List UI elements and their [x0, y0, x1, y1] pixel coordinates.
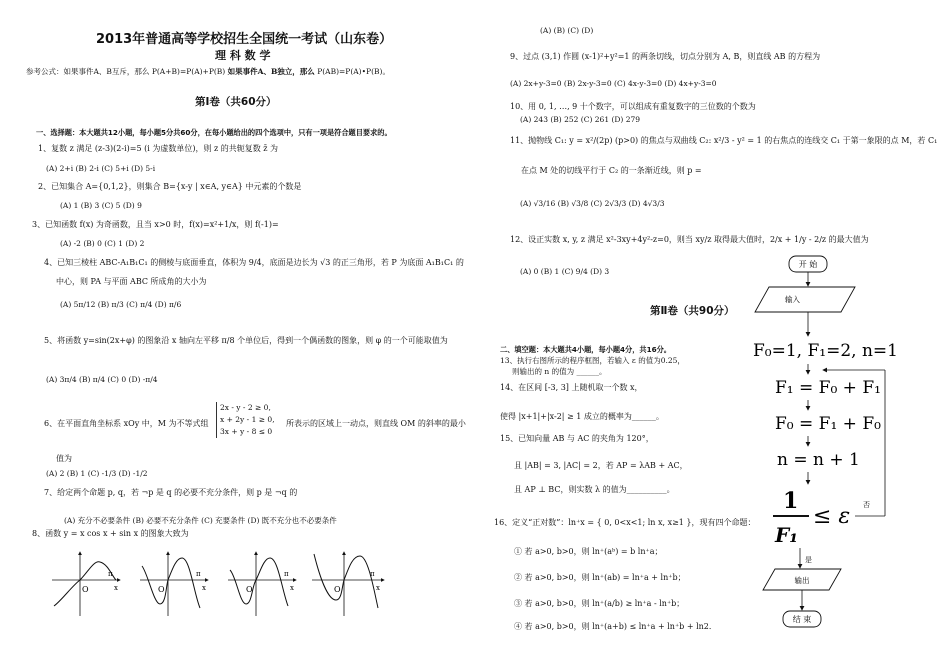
- flow-cond-relation: ≤ ε: [813, 504, 851, 529]
- paper-subtitle: 理 科 数 学: [215, 49, 271, 62]
- question-2: 2、已知集合 A={0,1,2}，则集合 B={x-y | x∈A, y∈A} 中元素的个数是: [38, 182, 302, 191]
- graph-c: [228, 552, 296, 616]
- fill-header: 二、填空题：本大题共4小题，每小题4分，共16分。: [500, 345, 671, 354]
- section-2-title: 第Ⅱ卷（共90分）: [650, 305, 735, 317]
- question-16-item3: ③ 若 a>0, b>0，则 ln⁺(a/b) ≥ ln⁺a - ln⁺b；: [514, 599, 685, 608]
- question-14-line2: 使得 |x+1|+|x-2| ≥ 1 成立的概率为______。: [500, 412, 664, 421]
- flow-no-label: 否: [863, 501, 870, 509]
- question-5-options: (A) 3π/4 (B) π/4 (C) 0 (D) -π/4: [46, 375, 158, 384]
- graph-c-x: x: [290, 584, 294, 592]
- question-6-options: (A) 2 (B) 1 (C) -1/3 (D) -1/2: [46, 469, 148, 478]
- inequality-1: 2x - y - 2 ≥ 0,: [220, 403, 271, 412]
- question-1-options: (A) 2+i (B) 2-i (C) 5+i (D) 5-i: [46, 164, 156, 173]
- question-8-options: (A) (B) (C) (D): [540, 26, 594, 35]
- question-7-options: (A) 充分不必要条件 (B) 必要不充分条件 (C) 充要条件 (D) 既不充分也不必要条件: [64, 516, 337, 525]
- flow-start-label: 开 始: [798, 260, 818, 269]
- flow-init: F₀=1, F₁=2, n=1: [753, 341, 898, 361]
- graph-a-x: x: [114, 584, 118, 592]
- inequality-system: [216, 402, 275, 438]
- inequality-3: 3x + y - 8 ≤ 0: [220, 427, 273, 436]
- question-16-item4: ④ 若 a>0, b>0，则 ln⁺(a+b) ≤ ln⁺a + ln⁺b + ln2．: [514, 622, 717, 631]
- question-10: 10、用 0, 1, …, 9 十个数字，可以组成有重复数字的三位数的个数为: [510, 102, 756, 111]
- graph-a: [52, 552, 120, 616]
- question-16-head: 16、定义“正对数”：ln⁺x = { 0, 0<x<1; ln x, x≥1 }，现有四个命题：: [494, 518, 756, 527]
- question-6-line2: 所表示的区域上一动点，则直线 OM 的斜率的最小: [286, 419, 466, 428]
- question-15-line1: 15、已知向量 AB 与 AC 的夹角为 120°，: [500, 434, 654, 443]
- question-15-line2: 且 |AB| = 3, |AC| = 2，若 AP = λAB + AC，: [514, 461, 688, 470]
- graph-b-x: x: [202, 584, 206, 592]
- formula-prefix: 参考公式：如果事件A、B互斥，那么: [26, 67, 150, 76]
- graph-a-pi: π: [108, 570, 113, 578]
- question-9: 9、过点 (3,1) 作圆 (x-1)²+y²=1 的两条切线，切点分别为 A, B，则直线 AB 的方程为: [510, 52, 821, 61]
- graph-d-pi: π: [370, 570, 375, 578]
- question-16-item2: ② 若 a>0, b>0，则 ln⁺(ab) = ln⁺a + ln⁺b；: [514, 573, 686, 582]
- question-11-line1: 11、抛物线 C₁: y = x²/(2p) (p>0) 的焦点与双曲线 C₂: x²/3 - y² = 1 的右焦点的连线交 C₁ 于第一象限的点 M，若 C₁: [510, 136, 938, 145]
- flow-output-label: 输出: [794, 576, 810, 585]
- flow-input-node: [755, 287, 855, 312]
- question-13-line1: 13、执行右图所示的程序框图，若输入 ε 的值为0.25，: [500, 356, 685, 365]
- paper-title: 2013年普通高等学校招生全国统一考试（山东卷）: [96, 32, 393, 47]
- graph-b: [140, 552, 208, 616]
- question-12: 12、设正实数 x, y, z 满足 x²-3xy+4y²-z=0，则当 xy/z 取得最大值时，2/x + 1/y - 2/z 的最大值为: [510, 235, 869, 244]
- question-6-line3: 值为: [56, 454, 72, 463]
- graph-c-origin: O: [246, 585, 253, 594]
- flow-cond-numerator: 1: [783, 488, 799, 514]
- question-3-options: (A) -2 (B) 0 (C) 1 (D) 2: [60, 239, 145, 248]
- question-14-line1: 14、在区间 [-3, 3] 上随机取一个数 x，: [500, 383, 643, 392]
- flow-end-label: 结 束: [792, 615, 812, 624]
- graph-a-origin: O: [82, 585, 89, 594]
- question-15-line3: 且 AP ⊥ BC，则实数 λ 的值为__________。: [514, 485, 675, 494]
- graph-b-pi: π: [196, 570, 201, 578]
- question-11-line2: 在点 M 处的切线平行于 C₂ 的一条渐近线，则 p =: [521, 166, 702, 175]
- question-10-options: (A) 243 (B) 252 (C) 261 (D) 279: [520, 115, 641, 124]
- flowchart: [745, 250, 945, 640]
- question-4-options: (A) 5π/12 (B) π/3 (C) π/4 (D) π/6: [60, 300, 182, 309]
- question-11-options: (A) √3/16 (B) √3/8 (C) 2√3/3 (D) 4√3/3: [520, 199, 665, 208]
- question-5: 5、将函数 y=sin(2x+φ) 的图象沿 x 轴向左平移 π/8 个单位后，得到一个偶函数的图象，则 φ 的一个可能取值为: [44, 336, 448, 345]
- question-4-line2: 中心，则 PA 与平面 ABC 所成角的大小为: [56, 277, 207, 286]
- question-8: 8、函数 y = x cos x + sin x 的图象大致为: [32, 529, 189, 538]
- question-13-line2: 则输出的 n 的值为 ______。: [512, 367, 607, 376]
- flow-step3: n = n + 1: [777, 450, 860, 470]
- flow-step2: F₀ = F₁ + F₀: [775, 414, 881, 434]
- question-7: 7、给定两个命题 p, q，若 ¬p 是 q 的必要不充分条件，则 p 是 ¬q 的: [44, 488, 298, 497]
- formula-bold: 如果事件A、B独立，那么: [227, 67, 315, 76]
- question-8-graphs: [48, 550, 398, 620]
- flow-cond-denominator: F₁: [775, 523, 798, 547]
- graph-c-pi: π: [284, 570, 289, 578]
- question-12-options: (A) 0 (B) 1 (C) 9/4 (D) 3: [520, 267, 610, 276]
- question-4-line1: 4、已知三棱柱 ABC-A₁B₁C₁ 的侧棱与底面垂直，体积为 9/4，底面是边长为 √3 的正三角形，若 P 为底面 A₁B₁C₁ 的: [44, 258, 464, 267]
- graph-d-x: x: [376, 584, 380, 592]
- graph-d-origin: O: [334, 585, 341, 594]
- flow-input-label: 输入: [785, 295, 800, 304]
- choice-header: 一、选择题：本大题共12小题，每小题5分共60分，在每小题给出的四个选项中，只有一项是符合题目要求的。: [36, 128, 392, 137]
- formula-sum: P(A+B)=P(A)+P(B): [151, 67, 226, 76]
- inequality-2: x + 2y - 1 ≥ 0,: [220, 415, 275, 424]
- graph-d: [312, 552, 384, 616]
- flow-step1: F₁ = F₀ + F₁: [775, 378, 881, 398]
- question-6-line1: 6、在平面直角坐标系 xOy 中，M 为不等式组: [44, 419, 209, 428]
- graph-b-origin: O: [158, 585, 165, 594]
- section-1-title: 第Ⅰ卷（共60分）: [195, 96, 277, 108]
- question-1: 1、复数 z 满足 (z-3)(2-i)=5 (i 为虚数单位)，则 z 的共轭复数 z̄ 为: [38, 144, 279, 153]
- question-3: 3、已知函数 f(x) 为奇函数，且当 x>0 时，f(x)=x²+1/x，则 f(-1)=: [32, 220, 279, 229]
- flow-yes-label: 是: [805, 556, 812, 564]
- reference-formula: [26, 66, 390, 77]
- question-9-options: (A) 2x+y-3=0 (B) 2x-y-3=0 (C) 4x-y-3=0 (D) 4x+y-3=0: [510, 79, 717, 88]
- formula-product: P(AB)=P(A)•P(B)。: [317, 67, 390, 76]
- question-16-item1: ① 若 a>0, b>0，则 ln⁺(aᵇ) = b ln⁺a；: [514, 547, 663, 556]
- question-2-options: (A) 1 (B) 3 (C) 5 (D) 9: [60, 201, 142, 210]
